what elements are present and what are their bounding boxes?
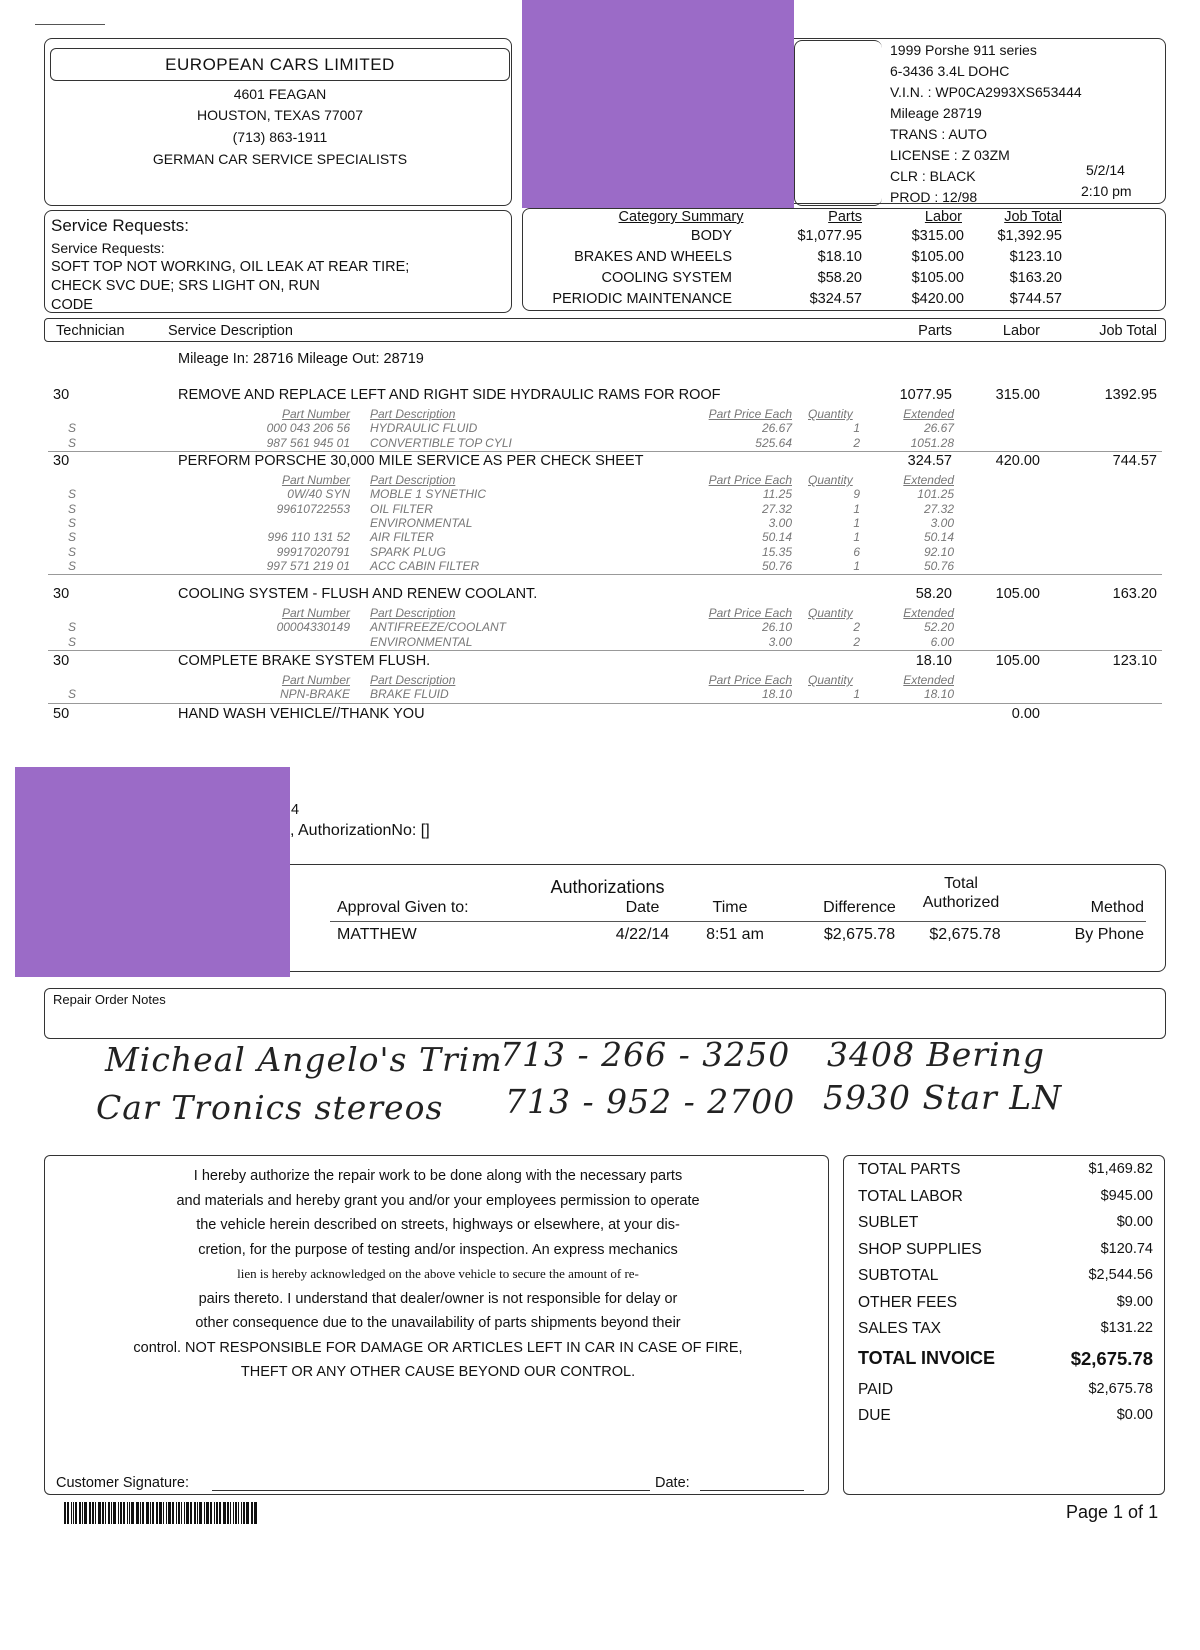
barcode-bar xyxy=(223,1502,226,1524)
barcode-bar xyxy=(216,1502,218,1524)
part-price: 15.35 xyxy=(761,544,792,559)
category-label: PERIODIC MAINTENANCE xyxy=(552,291,732,307)
vehicle-license: LICENSE : Z 03ZM xyxy=(890,147,1010,163)
barcode-bar xyxy=(156,1502,158,1524)
barcode-bar xyxy=(241,1502,242,1524)
part-price: 11.25 xyxy=(762,487,792,502)
part-description-header: Part Description xyxy=(370,473,456,487)
part-extended: 18.10 xyxy=(923,687,954,702)
barcode-bar xyxy=(243,1502,245,1524)
part-quantity-header: Quantity xyxy=(808,606,853,620)
barcode-bar xyxy=(79,1502,81,1524)
barcode-bar xyxy=(206,1502,209,1524)
customer-signature-line[interactable] xyxy=(212,1490,650,1491)
part-quantity: 1 xyxy=(853,687,860,702)
parts-header: Parts xyxy=(828,209,862,225)
part-number-header: Part Number xyxy=(281,606,350,620)
due-value: $0.00 xyxy=(1116,1407,1153,1423)
job-labor: 420.00 xyxy=(995,453,1040,469)
job-total: 163.20 xyxy=(1112,586,1157,602)
labor-column-header: Labor xyxy=(1002,323,1040,339)
part-description: BRAKE FLUID xyxy=(370,687,449,702)
job-description: COOLING SYSTEM - FLUSH AND RENEW COOLANT. xyxy=(178,586,538,602)
barcode-bar xyxy=(113,1502,116,1524)
job-description: PERFORM PORSCHE 30,000 MILE SERVICE AS PER CHECK SHEET xyxy=(178,453,644,469)
paid-label: PAID xyxy=(858,1381,894,1398)
vehicle-mileage: Mileage 28719 xyxy=(890,105,982,121)
total-invoice-label: TOTAL INVOICE xyxy=(858,1348,996,1368)
job-tech: 30 xyxy=(53,453,70,469)
job-labor: 315.00 xyxy=(995,387,1040,403)
part-extended: 50.76 xyxy=(923,558,954,573)
barcode-bar xyxy=(95,1502,96,1524)
job-separator xyxy=(48,451,1162,452)
part-extended-header: Extended xyxy=(903,473,954,487)
labor-header: Labor xyxy=(924,209,962,225)
job-total: 1392.95 xyxy=(1104,387,1157,403)
service-request-line: CHECK SVC DUE; SRS LIGHT ON, RUN xyxy=(51,278,320,294)
part-extended: 27.32 xyxy=(923,501,954,516)
part-price: 18.10 xyxy=(761,687,792,702)
authorization-number: , AuthorizationNo: [] xyxy=(290,822,430,839)
auth-date-header: Date xyxy=(625,899,660,916)
barcode-bar xyxy=(92,1502,94,1524)
shop-city: HOUSTON, TEXAS 77007 xyxy=(197,107,363,123)
barcode-bar xyxy=(186,1502,189,1524)
service-request-line: CODE xyxy=(51,297,93,313)
part-sublet-flag: S xyxy=(68,501,77,516)
vehicle-color: CLR : BLACK xyxy=(890,168,976,184)
auth-fragment-digit: 4 xyxy=(291,802,300,818)
part-number: 996 110 131 52 xyxy=(267,530,350,545)
vehicle-prod: PROD : 12/98 xyxy=(890,189,978,205)
service-lines xyxy=(0,0,1200,730)
paid-value: $2,675.78 xyxy=(1088,1381,1153,1397)
auth-method: By Phone xyxy=(1074,926,1144,943)
total-line-value: $945.00 xyxy=(1100,1187,1153,1204)
auth-time-header: Time xyxy=(712,899,748,916)
barcode-bar xyxy=(120,1502,122,1524)
part-sublet-flag: S xyxy=(68,687,77,702)
part-number: 987 561 945 01 xyxy=(266,435,350,450)
barcode-bar xyxy=(254,1502,257,1524)
part-description-header: Part Description xyxy=(370,673,456,687)
barcode-bar xyxy=(246,1502,249,1524)
part-description: ENVIRONMENTAL xyxy=(370,515,473,530)
part-price-header: Part Price Each xyxy=(708,407,792,421)
category-labor: $420.00 xyxy=(911,291,964,307)
total-line-label: OTHER FEES xyxy=(858,1293,958,1311)
authorization-terms xyxy=(48,1164,828,1385)
barcode-bar xyxy=(142,1502,144,1524)
signature-date-line[interactable] xyxy=(700,1490,804,1491)
total-line-label: SUBTOTAL xyxy=(858,1267,939,1284)
job-labor: 105.00 xyxy=(995,653,1040,669)
part-description-header: Part Description xyxy=(370,606,456,620)
authorizations-title: Authorizations xyxy=(550,877,665,897)
barcode-bar xyxy=(146,1502,149,1524)
total-line-value: $0.00 xyxy=(1116,1214,1153,1230)
barcode-bar xyxy=(129,1502,130,1524)
part-number-header: Part Number xyxy=(281,673,350,687)
part-price-header: Part Price Each xyxy=(708,606,792,620)
service-requests-subtitle: Service Requests: xyxy=(51,240,165,256)
barcode-bar xyxy=(214,1502,215,1524)
barcode-bar xyxy=(219,1502,221,1524)
handwritten-address-1: 3408 Bering xyxy=(827,1035,1045,1074)
terms-line: lien is hereby acknowledged on the above vehicle to secure the amount of re- xyxy=(237,1266,639,1281)
total-authorized-label-2: Authorized xyxy=(922,894,1000,911)
vehicle-model: 1999 Porshe 911 series xyxy=(890,42,1037,58)
vehicle-vin: V.I.N. : WP0CA2993XS653444 xyxy=(890,84,1082,100)
part-sublet-flag: S xyxy=(68,421,77,436)
handwritten-phone-2: 713 - 952 - 2700 xyxy=(505,1082,796,1121)
job-parts: 58.20 xyxy=(915,586,952,602)
barcode-bar xyxy=(168,1502,171,1524)
handwritten-phone-1: 713 - 266 - 3250 xyxy=(500,1035,791,1074)
barcode-bar xyxy=(105,1502,106,1524)
repair-notes-label: Repair Order Notes xyxy=(53,992,166,1007)
part-price: 27.32 xyxy=(761,501,792,516)
terms-line: pairs thereto. I understand that dealer/owner is not responsible for delay or xyxy=(198,1290,678,1307)
page-number: Page 1 of 1 xyxy=(1066,1502,1159,1522)
part-description: HYDRAULIC FLUID xyxy=(370,421,478,436)
shop-name: EUROPEAN CARS LIMITED xyxy=(165,55,395,74)
part-sublet-flag: S xyxy=(68,435,77,450)
part-number: 000 043 206 56 xyxy=(266,421,350,436)
part-number: 0W/40 SYN xyxy=(287,487,350,502)
category-labor: $315.00 xyxy=(911,228,964,244)
part-description: OIL FILTER xyxy=(370,501,433,516)
part-price-header: Part Price Each xyxy=(708,473,792,487)
shop-tagline: GERMAN CAR SERVICE SPECIALISTS xyxy=(152,151,408,167)
auth-difference: $2,675.78 xyxy=(823,926,896,943)
category-labor: $105.00 xyxy=(911,270,964,286)
barcode-bar xyxy=(233,1502,234,1524)
handwritten-address-2: 5930 Star LN xyxy=(823,1078,1063,1117)
part-extended: 50.14 xyxy=(923,530,954,545)
barcode-bar xyxy=(89,1502,91,1524)
barcode-bar xyxy=(64,1502,66,1524)
auth-time: 8:51 am xyxy=(706,926,764,943)
part-price: 3.00 xyxy=(768,515,792,530)
part-price: 50.76 xyxy=(761,558,792,573)
part-number-header: Part Number xyxy=(281,407,350,421)
barcode-bar xyxy=(102,1502,104,1524)
shop-street: 4601 FEAGAN xyxy=(233,86,327,102)
part-description: ANTIFREEZE/COOLANT xyxy=(370,620,507,635)
terms-line: control. NOT RESPONSIBLE FOR DAMAGE OR ARTICLES LEFT IN CAR IN CASE OF FIRE, xyxy=(133,1339,743,1356)
part-extended: 101.25 xyxy=(917,487,954,502)
barcode-bar xyxy=(123,1502,125,1524)
part-number: 00004330149 xyxy=(276,620,350,635)
terms-line: and materials and hereby grant you and/or your employees permission to operate xyxy=(176,1192,700,1209)
part-quantity: 1 xyxy=(853,530,860,545)
shop-phone: (713) 863-1911 xyxy=(232,129,328,145)
job-separator xyxy=(48,574,1162,575)
redaction-bottom xyxy=(15,767,290,977)
total-line-label: TOTAL LABOR xyxy=(858,1187,963,1205)
service-description-header: Service Description xyxy=(168,323,293,339)
job-tech: 30 xyxy=(53,586,70,602)
part-quantity: 6 xyxy=(853,544,860,559)
category-parts: $18.10 xyxy=(817,249,862,265)
barcode-bar xyxy=(131,1502,134,1524)
part-extended: 6.00 xyxy=(930,634,954,649)
invoice-time: 2:10 pm xyxy=(1081,183,1132,199)
barcode-bar xyxy=(98,1502,101,1524)
total-invoice-value: $2,675.78 xyxy=(1070,1348,1153,1369)
vehicle-trans: TRANS : AUTO xyxy=(890,126,987,142)
part-price-header: Part Price Each xyxy=(708,673,792,687)
job-total: 123.10 xyxy=(1112,653,1157,669)
part-number-header: Part Number xyxy=(281,473,350,487)
category-total: $163.20 xyxy=(1009,270,1062,286)
handwritten-name-1: Micheal Angelo's Trim xyxy=(105,1040,503,1079)
part-sublet-flag: S xyxy=(68,515,77,530)
part-sublet-flag: S xyxy=(68,544,77,559)
barcode-bar xyxy=(84,1502,87,1524)
part-extended-header: Extended xyxy=(903,407,954,421)
part-extended: 3.00 xyxy=(930,515,954,530)
total-line-label: SUBLET xyxy=(858,1214,919,1231)
part-extended: 92.10 xyxy=(923,544,954,559)
part-quantity: 9 xyxy=(853,487,860,502)
part-number: NPN-BRAKE xyxy=(279,687,350,702)
auth-date: 4/22/14 xyxy=(615,926,670,943)
barcode-bar xyxy=(199,1502,202,1524)
job-parts: 18.10 xyxy=(915,653,952,669)
barcode-bar xyxy=(67,1502,69,1524)
service-request-line: SOFT TOP NOT WORKING, OIL LEAK AT REAR TIRE; xyxy=(51,259,410,275)
part-sublet-flag: S xyxy=(68,530,77,545)
category-parts: $1,077.95 xyxy=(797,228,862,244)
part-quantity: 1 xyxy=(853,515,860,530)
auth-difference-header: Difference xyxy=(823,899,896,916)
terms-line: I hereby authorize the repair work to be done along with the necessary parts xyxy=(193,1168,683,1184)
barcode-bar xyxy=(73,1502,74,1524)
job-description: REMOVE AND REPLACE LEFT AND RIGHT SIDE HYDRAULIC RAMS FOR ROOF xyxy=(178,387,721,403)
category-label: BRAKES AND WHEELS xyxy=(574,249,732,265)
part-extended-header: Extended xyxy=(903,606,954,620)
total-line-label: TOTAL PARTS xyxy=(858,1161,961,1178)
totals-list xyxy=(843,1155,1165,1495)
barcode-bar xyxy=(251,1502,253,1524)
category-total: $1,392.95 xyxy=(997,228,1062,244)
barcode-bar xyxy=(140,1502,141,1524)
job-parts: 324.57 xyxy=(907,453,952,469)
barcode-bar xyxy=(108,1502,110,1524)
total-line-label: SHOP SUPPLIES xyxy=(858,1240,982,1258)
part-quantity: 1 xyxy=(853,421,860,436)
barcode-bar xyxy=(210,1502,212,1524)
barcode-bar xyxy=(184,1502,185,1524)
authorizations-divider xyxy=(330,921,1146,922)
technician-header: Technician xyxy=(56,323,125,339)
category-parts: $324.57 xyxy=(809,291,862,307)
category-label: BODY xyxy=(690,228,732,244)
part-sublet-flag: S xyxy=(68,634,77,649)
barcode-bar xyxy=(190,1502,192,1524)
part-description: ACC CABIN FILTER xyxy=(370,558,480,573)
part-price: 3.00 xyxy=(768,634,792,649)
barcode-bar xyxy=(71,1502,72,1524)
barcode-bar xyxy=(150,1502,151,1524)
terms-line: the vehicle herein described on streets, highways or elsewhere, at your dis- xyxy=(196,1217,680,1233)
final-job-tech: 50 xyxy=(53,706,70,722)
total-line-label: SALES TAX xyxy=(858,1320,941,1337)
job-total: 744.57 xyxy=(1112,453,1157,469)
category-total: $123.10 xyxy=(1009,249,1062,265)
part-quantity-header: Quantity xyxy=(808,473,853,487)
part-description: CONVERTIBLE TOP CYLI xyxy=(370,435,512,450)
job-separator xyxy=(48,650,1162,651)
barcode-bar xyxy=(204,1502,205,1524)
barcode-bar xyxy=(136,1502,139,1524)
job-separator xyxy=(48,703,1162,704)
part-extended-header: Extended xyxy=(903,673,954,687)
job-description: COMPLETE BRAKE SYSTEM FLUSH. xyxy=(178,653,431,669)
signature-date-label: Date: xyxy=(655,1475,690,1491)
job-tech: 30 xyxy=(53,387,70,403)
barcode-bar xyxy=(178,1502,180,1524)
terms-line: cretion, for the purpose of testing and/or inspection. An express mechanics xyxy=(198,1241,678,1258)
part-sublet-flag: S xyxy=(68,620,77,635)
barcode-bar xyxy=(238,1502,239,1524)
terms-line: THEFT OR ANY OTHER CAUSE BEYOND OUR CONTROL. xyxy=(240,1364,636,1380)
invoice-date: 5/2/14 xyxy=(1086,162,1125,178)
barcode-bar xyxy=(194,1502,196,1524)
final-job-description: HAND WASH VEHICLE//THANK YOU xyxy=(178,706,425,722)
final-job-labor: 0.00 xyxy=(1011,706,1040,722)
barcode-bar xyxy=(152,1502,154,1524)
total-line-value: $2,544.56 xyxy=(1088,1267,1153,1283)
total-line-value: $120.74 xyxy=(1100,1240,1153,1257)
vehicle-engine: 6-3436 3.4L DOHC xyxy=(890,63,1010,79)
barcode-bar xyxy=(127,1502,128,1524)
job-total-column-header: Job Total xyxy=(1099,323,1157,339)
category-label: COOLING SYSTEM xyxy=(601,270,732,286)
part-sublet-flag: S xyxy=(68,487,77,502)
part-quantity: 1 xyxy=(853,558,860,573)
due-label: DUE xyxy=(858,1407,891,1424)
category-summary-header: Category Summary xyxy=(618,209,744,225)
barcode-bar xyxy=(163,1502,164,1524)
auth-total: $2,675.78 xyxy=(929,926,1001,943)
barcode xyxy=(64,1502,258,1524)
barcode-bar xyxy=(159,1502,162,1524)
part-quantity: 1 xyxy=(853,501,860,516)
barcode-bar xyxy=(172,1502,174,1524)
barcode-bar xyxy=(181,1502,182,1524)
job-tech: 30 xyxy=(53,653,70,669)
service-requests-title: Service Requests: xyxy=(51,216,189,235)
part-quantity: 2 xyxy=(853,620,860,635)
part-description: SPARK PLUG xyxy=(370,544,446,559)
barcode-bar xyxy=(166,1502,167,1524)
auth-name: MATTHEW xyxy=(337,926,417,943)
part-price: 525.64 xyxy=(755,435,792,450)
part-description: AIR FILTER xyxy=(370,530,434,545)
part-quantity-header: Quantity xyxy=(808,673,853,687)
repair-notes-box xyxy=(44,988,1166,1039)
barcode-bar xyxy=(227,1502,229,1524)
category-labor: $105.00 xyxy=(911,249,964,265)
part-description-header: Part Description xyxy=(370,407,456,421)
mileage-line: Mileage In: 28716 Mileage Out: 28719 xyxy=(178,351,424,367)
job-parts: 1077.95 xyxy=(899,387,952,403)
part-number: 99917020791 xyxy=(276,544,350,559)
total-authorized-label-1: Total xyxy=(944,875,978,892)
part-price: 26.10 xyxy=(761,620,792,635)
terms-line: other consequence due to the unavailability of parts shipments beyond their xyxy=(195,1315,681,1331)
part-description: ENVIRONMENTAL xyxy=(370,634,473,649)
barcode-bar xyxy=(176,1502,177,1524)
total-line-value: $1,469.82 xyxy=(1088,1161,1153,1177)
total-line-value: $131.22 xyxy=(1100,1320,1153,1336)
part-price: 26.67 xyxy=(761,421,792,436)
authorizations-box xyxy=(290,864,1166,972)
total-line-value: $9.00 xyxy=(1116,1293,1153,1310)
barcode-bar xyxy=(111,1502,112,1524)
part-description: MOBLE 1 SYNETHIC xyxy=(370,487,487,502)
customer-signature-label: Customer Signature: xyxy=(56,1475,189,1491)
barcode-bar xyxy=(235,1502,237,1524)
part-price: 50.14 xyxy=(761,530,792,545)
job-labor: 105.00 xyxy=(995,586,1040,602)
approval-header: Approval Given to: xyxy=(337,899,469,916)
part-quantity-header: Quantity xyxy=(808,407,853,421)
barcode-bar xyxy=(82,1502,83,1524)
part-quantity: 2 xyxy=(853,634,860,649)
barcode-bar xyxy=(197,1502,198,1524)
job-total-header: Job Total xyxy=(1004,209,1062,225)
category-parts: $58.20 xyxy=(817,270,862,286)
part-quantity: 2 xyxy=(853,435,860,450)
handwritten-name-2: Car Tronics stereos xyxy=(96,1088,444,1127)
part-extended: 1051.28 xyxy=(910,435,954,450)
part-number: 997 571 219 01 xyxy=(266,558,350,573)
part-sublet-flag: S xyxy=(68,558,77,573)
barcode-bar xyxy=(230,1502,231,1524)
part-number: 99610722553 xyxy=(276,501,350,516)
part-extended: 52.20 xyxy=(923,620,954,635)
barcode-bar xyxy=(118,1502,119,1524)
part-extended: 26.67 xyxy=(923,421,954,436)
category-total: $744.57 xyxy=(1009,291,1062,307)
parts-column-header: Parts xyxy=(918,323,952,339)
barcode-bar xyxy=(75,1502,77,1524)
auth-method-header: Method xyxy=(1090,899,1144,916)
